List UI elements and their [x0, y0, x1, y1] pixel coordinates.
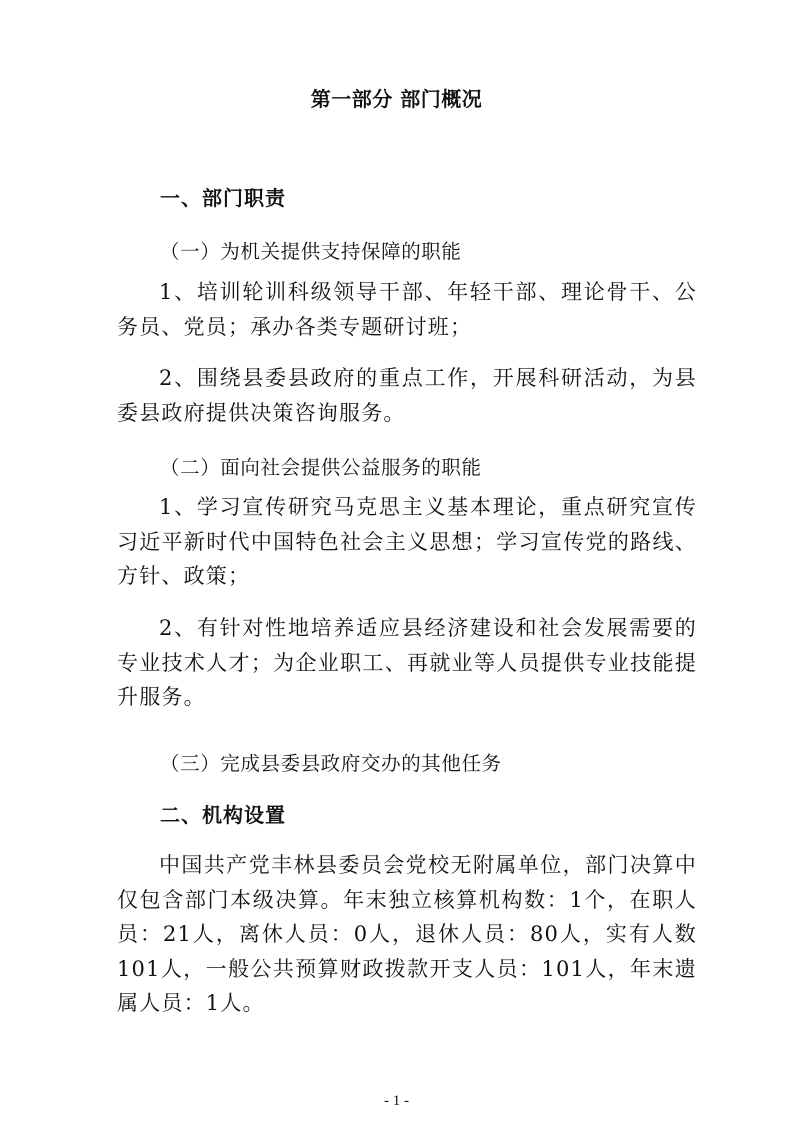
paragraph-theory-study: 1、学习宣传研究马克思主义基本理论，重点研究宣传习近平新时代中国特色社会主义思想；学习宣传党的路线、方针、政策； — [117, 495, 697, 588]
page-number: - 1 - — [384, 1093, 409, 1109]
section-heading-organization: 二、机构设置 — [160, 803, 286, 827]
paragraph-talent-training: 2、有针对性地培养适应县经济建设和社会发展需要的专业技术人才；为企业职工、再就业等人员提供专业技能提升服务。 — [117, 616, 697, 709]
paragraph-organization: 中国共产党丰林县委员会党校无附属单位，部门决算中仅包含部门本级决算。年末独立核算机构数：1个，在职人员：21人，离休人员：0人，退休人员：80人，实有人数101人，一般公共预算财政拨款开支人员：101人，年末遗属人员：1人。 — [117, 853, 697, 1015]
subheading-support-functions: （一）为机关提供支持保障的职能 — [160, 240, 462, 263]
subheading-other-tasks: （三）完成县委县政府交办的其他任务 — [160, 752, 502, 775]
section-heading-duties: 一、部门职责 — [160, 186, 286, 210]
page-title: 第一部分 部门概况 — [310, 87, 483, 111]
paragraph-training: 1、培训轮训科级领导干部、年轻干部、理论骨干、公务员、党员；承办各类专题研讨班； — [117, 280, 697, 339]
paragraph-research: 2、围绕县委县政府的重点工作，开展科研活动，为县委县政府提供决策咨询服务。 — [117, 366, 697, 425]
subheading-public-service-functions: （二）面向社会提供公益服务的职能 — [160, 456, 482, 479]
